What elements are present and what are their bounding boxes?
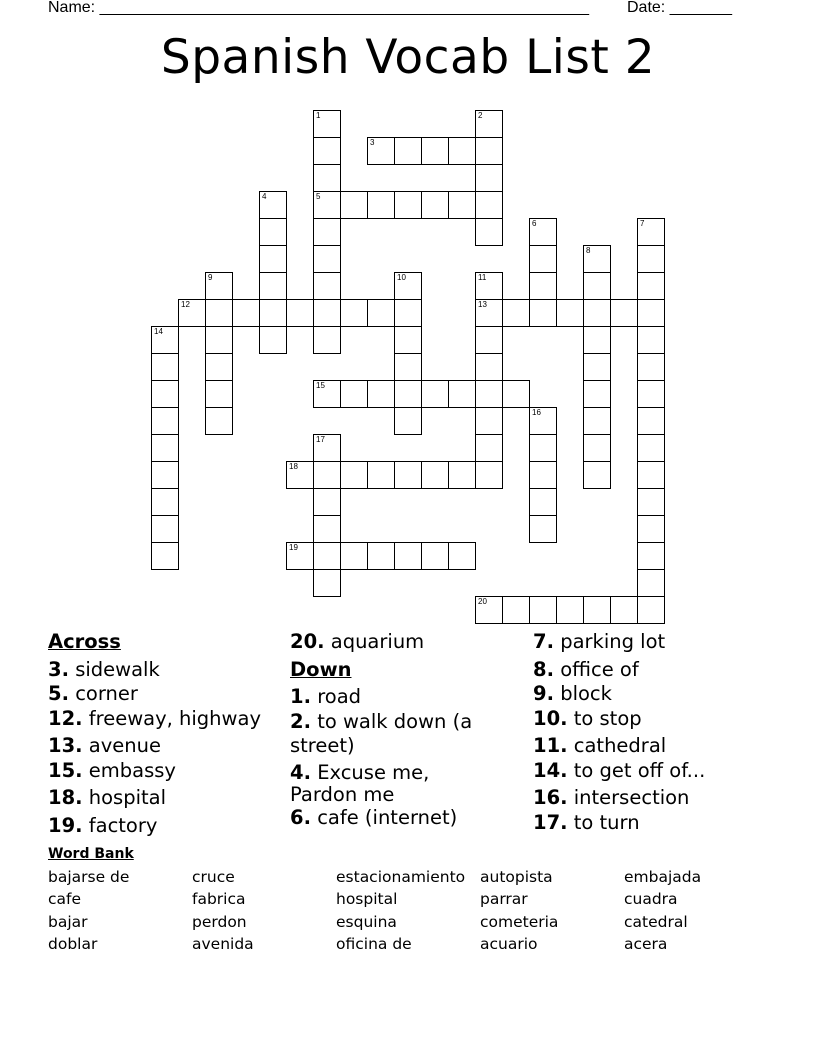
- down-heading: Down: [290, 657, 352, 681]
- crossword-cell[interactable]: [583, 326, 611, 354]
- crossword-cell[interactable]: [637, 299, 665, 327]
- date-field-label: Date: _______: [627, 0, 732, 16]
- name-field-label: Name: _______________________________________________________: [48, 0, 589, 16]
- word-bank-word: estacionamiento: [336, 868, 466, 886]
- word-bank-word: cometeria: [480, 913, 559, 931]
- crossword-cell[interactable]: [151, 407, 179, 435]
- crossword-cell[interactable]: [313, 461, 341, 489]
- crossword-cell[interactable]: [259, 299, 287, 327]
- crossword-cell[interactable]: [340, 461, 368, 489]
- crossword-cell[interactable]: [394, 542, 422, 570]
- crossword-cell[interactable]: [259, 218, 287, 246]
- crossword-cell[interactable]: [340, 542, 368, 570]
- crossword-cell[interactable]: [394, 191, 422, 219]
- crossword-clue-number: 4: [262, 192, 267, 201]
- clue-down-1: 1. road: [290, 685, 362, 708]
- crossword-cell[interactable]: [151, 488, 179, 516]
- crossword-cell[interactable]: [367, 461, 395, 489]
- crossword-cell[interactable]: [448, 461, 476, 489]
- crossword-cell[interactable]: [205, 326, 233, 354]
- crossword-cell[interactable]: [313, 218, 341, 246]
- clue-down-4: 4. Excuse me,: [290, 760, 430, 784]
- crossword-clue-number: 12: [181, 300, 190, 309]
- word-bank-word: cuadra: [624, 890, 678, 908]
- crossword-cell[interactable]: [637, 515, 665, 543]
- word-bank-word: acuario: [480, 935, 538, 953]
- crossword-cell[interactable]: [637, 272, 665, 300]
- clue-across-13: 13. avenue: [48, 734, 161, 757]
- crossword-cell[interactable]: [529, 299, 557, 327]
- crossword-cell[interactable]: [421, 191, 449, 219]
- clue-across-18: 18. hospital: [48, 786, 167, 809]
- crossword-cell[interactable]: [259, 326, 287, 354]
- word-bank-word: catedral: [624, 913, 688, 931]
- crossword-cell[interactable]: [313, 569, 341, 597]
- clues-column-1: [48, 630, 261, 838]
- crossword-cell[interactable]: [529, 434, 557, 462]
- crossword-cell[interactable]: [529, 272, 557, 300]
- crossword-cell[interactable]: [232, 299, 260, 327]
- crossword-cell[interactable]: [151, 353, 179, 381]
- word-bank-word: hospital: [336, 890, 398, 908]
- crossword-cell[interactable]: [394, 299, 422, 327]
- crossword-cell[interactable]: [367, 380, 395, 408]
- crossword-cell[interactable]: [610, 596, 638, 624]
- crossword-cell[interactable]: [475, 434, 503, 462]
- word-bank-word: parrar: [480, 890, 528, 908]
- crossword-cell[interactable]: [475, 326, 503, 354]
- crossword-clue-number: 18: [289, 462, 298, 471]
- clue-across-20: 20. aquarium: [290, 630, 425, 653]
- crossword-cell[interactable]: [340, 191, 368, 219]
- crossword-cell[interactable]: [313, 164, 341, 192]
- crossword-cell[interactable]: [421, 137, 449, 165]
- crossword-cell[interactable]: [475, 191, 503, 219]
- crossword-cell[interactable]: [583, 461, 611, 489]
- crossword-clue-number: 14: [154, 327, 163, 336]
- crossword-clue-number: 3: [370, 138, 375, 147]
- crossword-clue-number: 17: [316, 435, 325, 444]
- crossword-cell[interactable]: [475, 407, 503, 435]
- clue-down-16: 16. intersection: [533, 786, 690, 809]
- crossword-cell[interactable]: [502, 596, 530, 624]
- crossword-cell[interactable]: [637, 542, 665, 570]
- crossword-cell[interactable]: [205, 407, 233, 435]
- clue-down-14: 14. to get off of...: [533, 758, 706, 782]
- clue-down-11: 11. cathedral: [533, 734, 667, 757]
- clue-down-10: 10. to stop: [533, 706, 642, 730]
- crossword-cell[interactable]: [394, 461, 422, 489]
- clues-column-3: [533, 630, 705, 835]
- crossword-cell[interactable]: [583, 380, 611, 408]
- crossword-cell[interactable]: [475, 137, 503, 165]
- crossword-cell[interactable]: [313, 326, 341, 354]
- crossword-cell[interactable]: [340, 299, 368, 327]
- crossword-cell[interactable]: [205, 353, 233, 381]
- crossword-cell[interactable]: [637, 326, 665, 354]
- crossword-cell[interactable]: [313, 299, 341, 327]
- clue-down-7: 7. parking lot: [533, 630, 666, 653]
- crossword-cell[interactable]: [448, 191, 476, 219]
- crossword-cell[interactable]: [394, 326, 422, 354]
- crossword-cell[interactable]: [313, 488, 341, 516]
- crossword-clue-number: 9: [208, 273, 213, 282]
- crossword-clue-number: 15: [316, 381, 325, 390]
- word-bank-word: avenida: [192, 935, 254, 953]
- clue-down-2-cont: street): [290, 734, 355, 757]
- crossword-cell[interactable]: [583, 407, 611, 435]
- crossword-cell[interactable]: [259, 272, 287, 300]
- crossword-cell[interactable]: [421, 542, 449, 570]
- crossword-clue-number: 13: [478, 300, 487, 309]
- crossword-cell[interactable]: [502, 299, 530, 327]
- crossword-cell[interactable]: [340, 380, 368, 408]
- word-bank-word: autopista: [480, 868, 553, 886]
- crossword-cell[interactable]: [394, 137, 422, 165]
- crossword-cell[interactable]: [151, 434, 179, 462]
- crossword-cell[interactable]: [583, 353, 611, 381]
- crossword-cell[interactable]: [421, 461, 449, 489]
- crossword-cell[interactable]: [313, 137, 341, 165]
- crossword-cell[interactable]: [367, 191, 395, 219]
- word-bank-word: cafe: [48, 890, 82, 908]
- crossword-cell[interactable]: [448, 380, 476, 408]
- clue-down-17: 17. to turn: [533, 810, 640, 834]
- crossword-cell[interactable]: [313, 542, 341, 570]
- clue-across-12: 12. freeway, highway: [48, 706, 261, 730]
- crossword-clue-number: 2: [478, 111, 483, 120]
- across-heading: Across: [48, 630, 121, 653]
- crossword-clue-number: 16: [532, 408, 541, 417]
- crossword-cell[interactable]: [583, 272, 611, 300]
- crossword-cell[interactable]: [556, 299, 584, 327]
- word-bank-word: esquina: [336, 913, 397, 931]
- crossword-cell[interactable]: [637, 353, 665, 381]
- crossword-cell[interactable]: [313, 272, 341, 300]
- crossword-cell[interactable]: [205, 380, 233, 408]
- crossword-clue-number: 10: [397, 273, 406, 282]
- crossword-cell[interactable]: [529, 245, 557, 273]
- clue-across-3: 3. sidewalk: [48, 657, 160, 681]
- clue-across-15: 15. embassy: [48, 758, 176, 782]
- crossword-cell[interactable]: [151, 515, 179, 543]
- crossword-cell[interactable]: [583, 434, 611, 462]
- crossword-cell[interactable]: [502, 380, 530, 408]
- crossword-cell[interactable]: [448, 137, 476, 165]
- crossword-clue-number: 20: [478, 597, 487, 606]
- crossword-cell[interactable]: [529, 515, 557, 543]
- crossword-cell[interactable]: [637, 407, 665, 435]
- crossword-cell[interactable]: [259, 245, 287, 273]
- word-bank-title: Word Bank: [48, 846, 134, 862]
- clue-down-9: 9. block: [533, 682, 612, 705]
- crossword-cell[interactable]: [286, 299, 314, 327]
- crossword-clue-number: 7: [640, 219, 645, 228]
- crossword-cell[interactable]: [529, 488, 557, 516]
- crossword-cell[interactable]: [313, 245, 341, 273]
- clue-down-4-cont: Pardon me: [290, 782, 395, 806]
- crossword-cell[interactable]: [313, 515, 341, 543]
- crossword-clue-number: 5: [316, 192, 321, 201]
- word-bank-word: perdon: [192, 913, 247, 931]
- crossword-cell[interactable]: [421, 380, 449, 408]
- crossword-cell[interactable]: [529, 596, 557, 624]
- crossword-clue-number: 11: [478, 273, 487, 282]
- crossword-clue-number: 1: [316, 111, 321, 120]
- crossword-cell[interactable]: [394, 353, 422, 381]
- clue-across-19: 19. factory: [48, 813, 158, 837]
- crossword-cell[interactable]: [448, 542, 476, 570]
- crossword-cell[interactable]: [637, 245, 665, 273]
- clue-down-2: 2. to walk down (a: [290, 709, 473, 733]
- crossword-cell[interactable]: [475, 461, 503, 489]
- crossword-cell[interactable]: [637, 596, 665, 624]
- crossword-cell[interactable]: [205, 299, 233, 327]
- word-bank-word: cruce: [192, 868, 235, 886]
- crossword-clue-number: 6: [532, 219, 537, 228]
- crossword-cell[interactable]: [394, 380, 422, 408]
- crossword-cell[interactable]: [583, 299, 611, 327]
- clue-down-6: 6. cafe (internet): [290, 805, 458, 829]
- crossword-cell[interactable]: [475, 218, 503, 246]
- crossword-cell[interactable]: [394, 407, 422, 435]
- crossword-cell[interactable]: [475, 164, 503, 192]
- crossword-cell[interactable]: [367, 299, 395, 327]
- crossword-cell[interactable]: [610, 299, 638, 327]
- crossword-cell[interactable]: [556, 596, 584, 624]
- word-bank-word: fabrica: [192, 890, 246, 908]
- crossword-cell[interactable]: [529, 461, 557, 489]
- crossword-cell[interactable]: [367, 542, 395, 570]
- crossword-cell[interactable]: [637, 380, 665, 408]
- clue-across-5: 5. corner: [48, 682, 138, 705]
- crossword-cell[interactable]: [637, 569, 665, 597]
- crossword-cell[interactable]: [475, 380, 503, 408]
- page-title: Spanish Vocab List 2: [160, 30, 656, 85]
- crossword-cell[interactable]: [151, 380, 179, 408]
- word-bank-word: acera: [624, 935, 668, 953]
- word-bank-word: bajarse de: [48, 868, 130, 886]
- crossword-cell[interactable]: [637, 461, 665, 489]
- word-bank-word: embajada: [624, 868, 702, 886]
- crossword-cell[interactable]: [475, 353, 503, 381]
- crossword-cell[interactable]: [583, 596, 611, 624]
- word-bank-word: doblar: [48, 935, 98, 953]
- clue-down-8: 8. office of: [533, 657, 639, 681]
- crossword-cell[interactable]: [151, 542, 179, 570]
- word-bank-word: bajar: [48, 913, 88, 931]
- clues-column-2: [290, 630, 472, 830]
- word-bank-word: oficina de: [336, 935, 412, 953]
- crossword-clue-number: 8: [586, 246, 591, 255]
- crossword-clue-number: 19: [289, 543, 298, 552]
- crossword-cell[interactable]: [637, 488, 665, 516]
- crossword-cell[interactable]: [151, 461, 179, 489]
- crossword-cell[interactable]: [637, 434, 665, 462]
